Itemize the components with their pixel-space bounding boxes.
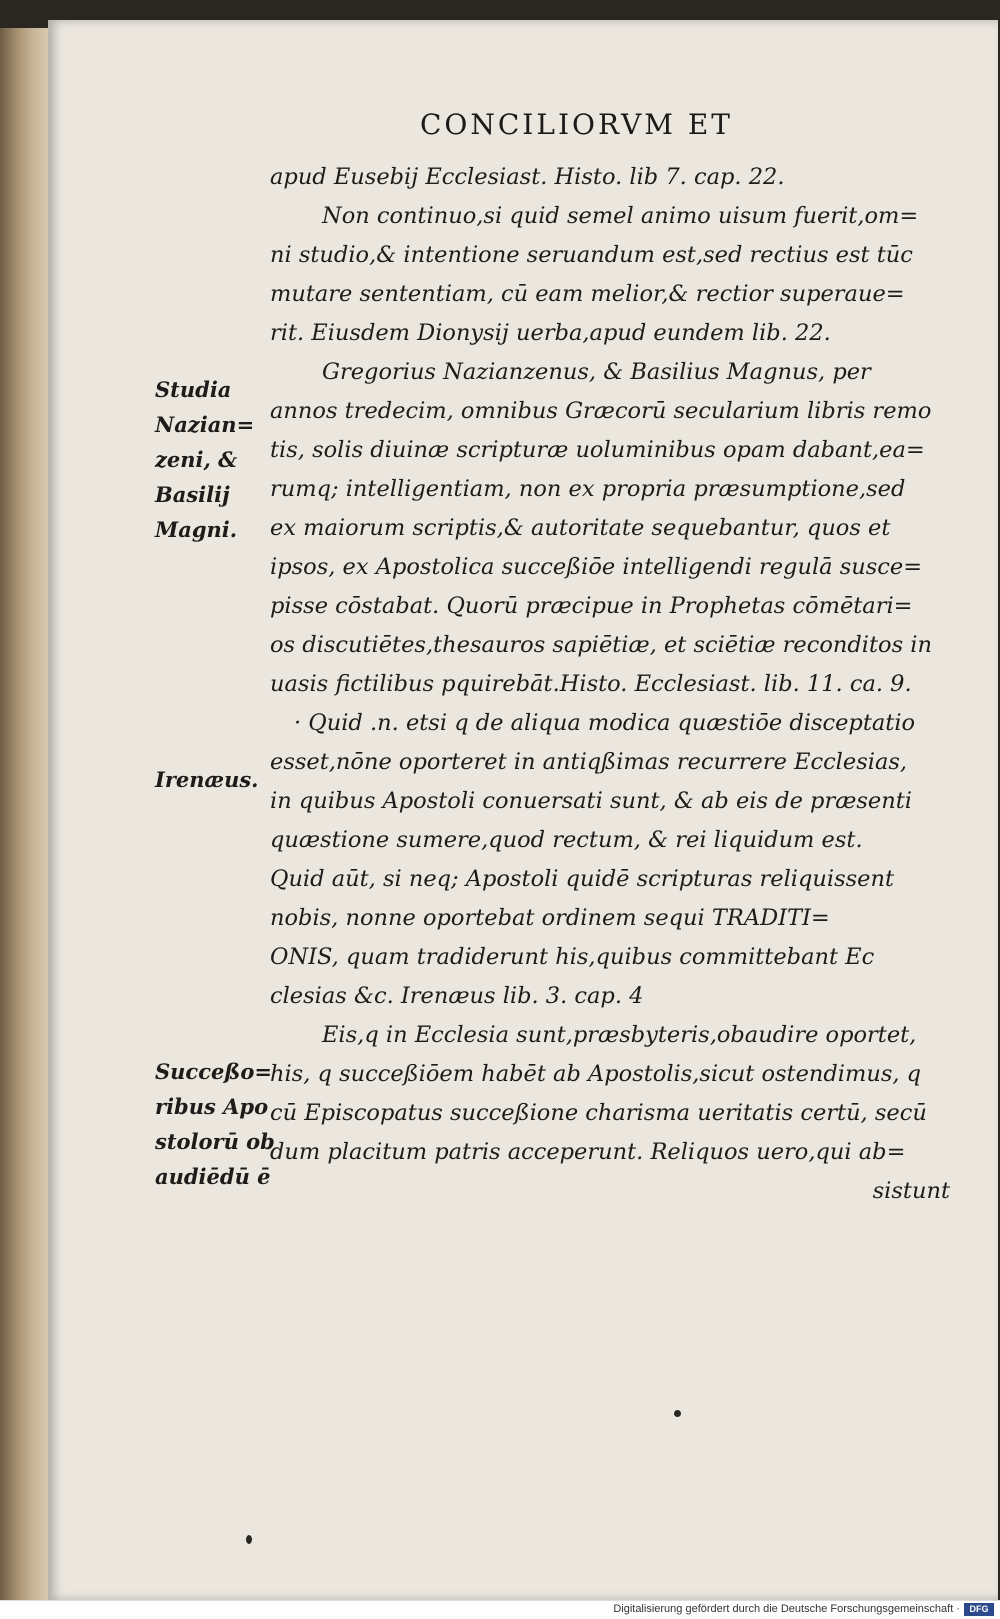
margin-note-line: Basilij xyxy=(155,482,230,507)
text-line: uasis fictilibus pquirebāt.Histo. Ecclesiast. lib. 11. ca. 9. xyxy=(270,671,912,697)
text-line: ex maiorum scriptis,& autoritate sequebantur, quos et xyxy=(270,515,891,541)
text-line: rumq; intelligentiam, non ex propria præsumptione,sed xyxy=(270,476,906,502)
text-line: esset,nōne oporteret in antiqßimas recurrere Ecclesias, xyxy=(270,749,908,775)
margin-note-studia xyxy=(155,372,267,547)
margin-note-irenaeus xyxy=(155,762,267,797)
text-line: apud Eusebij Ecclesiast. Histo. lib 7. cap. 22. xyxy=(270,164,785,190)
margin-note-line: Irenæus. xyxy=(155,767,259,792)
body-text xyxy=(270,158,950,1211)
margin-note-line: zeni, & xyxy=(155,447,238,472)
text-line: Non continuo,si quid semel animo uisum fuerit,om= xyxy=(322,203,919,229)
text-line: in quibus Apostoli conuersati sunt, & ab eis de præsenti xyxy=(270,788,912,814)
catchword: sistunt xyxy=(872,1178,950,1204)
text-line: rit. Eiusdem Dionysij uerba,apud eundem lib. 22. xyxy=(270,320,831,346)
running-head: CONCILIORVM ET xyxy=(420,108,733,141)
text-line: Eis,q in Ecclesia sunt,præsbyteris,obaudire oportet, xyxy=(322,1022,917,1048)
text-line: clesias &c. Irenæus lib. 3. cap. 4 xyxy=(270,983,644,1009)
text-line: mutare sententiam, cū eam melior,& rectior superaue= xyxy=(270,281,905,307)
text-line: quæstione sumere,quod rectum, & rei liquidum est. xyxy=(270,827,863,853)
margin-note-line: ribus Apo xyxy=(155,1094,269,1119)
text-line: · Quid .n. etsi q de aliqua modica quæstiōe disceptatio xyxy=(294,710,916,736)
margin-note-line: audiēdū ē xyxy=(155,1164,271,1189)
page-edge xyxy=(0,28,50,1600)
dfg-logo: DFG xyxy=(964,1603,994,1616)
text-line: cū Episcopatus succeßione charisma ueritatis certū, secū xyxy=(270,1100,927,1126)
text-line: nobis, nonne oportebat ordinem sequi TRADITI= xyxy=(270,905,830,931)
margin-note-line: Succeßo= xyxy=(155,1059,272,1084)
text-line: Quid aūt, si neq; Apostoli quidē scripturas reliquissent xyxy=(270,866,895,892)
text-line: tis, solis diuinæ scripturæ uoluminibus opam dabant,ea= xyxy=(270,437,925,463)
funding-credit: Digitalisierung gefördert durch die Deutsche Forschungsgemeinschaft · xyxy=(613,1603,960,1615)
text-line: his, q succeßiōem habēt ab Apostolis,sicut ostendimus, q xyxy=(270,1061,922,1087)
margin-note-successoribus xyxy=(155,1054,275,1194)
margin-note-line: Nazian= xyxy=(155,412,255,437)
text-line: Gregorius Nazianzenus, & Basilius Magnus, per xyxy=(322,359,871,385)
text-line: ONIS, quam tradiderunt his,quibus committebant Ec xyxy=(270,944,875,970)
margin-note-line: Magni. xyxy=(155,517,238,542)
text-line: annos tredecim, omnibus Græcorū secularium libris remo xyxy=(270,398,932,424)
text-line: os discutiētes,thesauros sapiētiæ, et sciētiæ reconditos in xyxy=(270,632,932,658)
footer-bar xyxy=(0,1600,1000,1619)
text-line: pisse cōstabat. Quorū præcipue in Prophetas cōmētari= xyxy=(270,593,913,619)
margin-note-line: stolorū ob xyxy=(155,1129,275,1154)
ink-speck xyxy=(246,1535,252,1544)
margin-note-line: Studia xyxy=(155,377,232,402)
ink-speck xyxy=(674,1410,681,1417)
text-line: ni studio,& intentione seruandum est,sed rectius est tūc xyxy=(270,242,913,268)
text-line: ipsos, ex Apostolica succeßiōe intelligendi regulā susce= xyxy=(270,554,923,580)
text-line: dum placitum patris acceperunt. Reliquos uero,qui ab= xyxy=(270,1139,906,1165)
